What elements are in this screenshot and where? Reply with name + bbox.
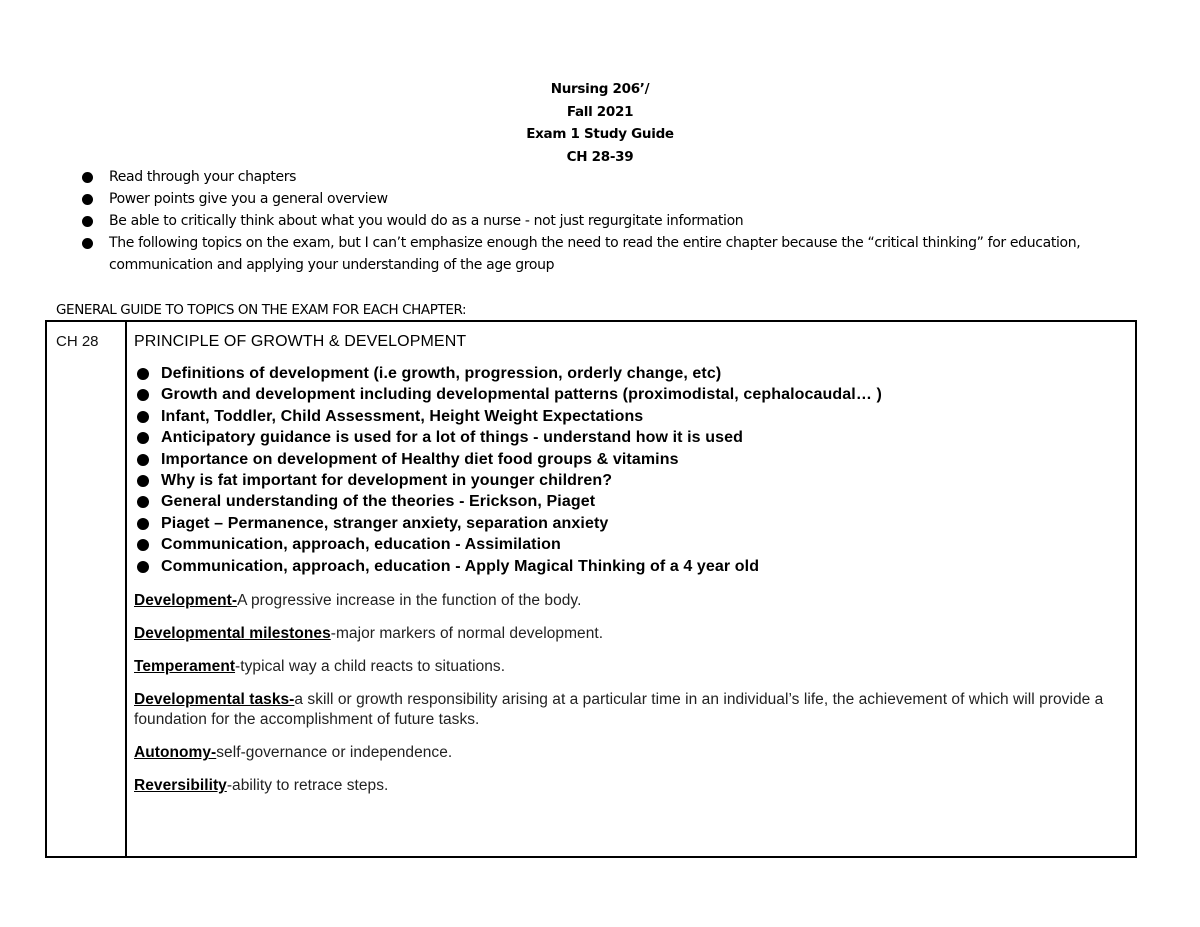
guide-title: Exam 1 Study Guide [526, 126, 674, 142]
bullet-icon [82, 194, 93, 205]
bullet-icon [137, 411, 149, 423]
definition-text: -typical way a child reacts to situations. [235, 658, 506, 676]
topic-item [134, 406, 1124, 427]
section-title: PRINCIPLE OF GROWTH & DEVELOPMENT [134, 333, 467, 350]
bullet-icon [137, 368, 149, 380]
guide-label: GENERAL GUIDE TO TOPICS ON THE EXAM FOR EACH CHAPTER: [56, 302, 467, 318]
topic-item [134, 556, 1124, 577]
topic-list [134, 363, 1124, 577]
topic-item [134, 513, 1124, 534]
bullet-icon [82, 172, 93, 183]
definition-item [134, 690, 1124, 730]
topic-item [134, 491, 1124, 512]
topic-text: Communication, approach, education - Apply Magical Thinking of a 4 year old [161, 557, 760, 575]
bullet-icon [137, 432, 149, 444]
definition-text: -major markers of normal development. [330, 625, 604, 643]
definition-term: Temperament [134, 658, 236, 676]
topic-text: Why is fat important for development in younger children? [161, 472, 613, 490]
bullet-icon [82, 216, 93, 227]
bullet-icon [137, 561, 149, 573]
bullet-icon [137, 539, 149, 551]
intro-bullet-item [78, 188, 1118, 210]
column-divider [125, 322, 127, 856]
definition-item [134, 657, 1124, 677]
definition-text: self-governance or independence. [216, 744, 453, 762]
definition-item [134, 624, 1124, 644]
topic-text: General understanding of the theories - Erickson, Piaget [161, 493, 596, 511]
definition-text: -ability to retrace steps. [226, 777, 389, 795]
intro-bullet-item [78, 210, 1118, 232]
bullet-icon [82, 238, 93, 249]
intro-bullet-item [78, 232, 1118, 276]
bullet-icon [137, 475, 149, 487]
topic-text: Growth and development including developmental patterns (proximodistal, cephalocaudal… ) [161, 386, 882, 404]
topic-item [134, 470, 1124, 491]
definition-term: Autonomy- [134, 744, 217, 762]
topic-item [134, 384, 1124, 405]
topic-text: Anticipatory guidance is used for a lot of things - understand how it is used [161, 429, 743, 447]
intro-bullet-text: Power points give you a general overview [109, 191, 388, 207]
bullet-icon [137, 389, 149, 401]
document-header [0, 78, 1200, 168]
chapter-cell: CH 28 [56, 333, 99, 350]
course-title: Nursing 206’/ [550, 81, 650, 97]
definition-term: Development- [134, 592, 238, 610]
bullet-icon [137, 454, 149, 466]
topic-item [134, 363, 1124, 384]
bullet-icon [137, 496, 149, 508]
term: Fall 2021 [566, 103, 634, 120]
topic-text: Definitions of development (i.e growth, progression, orderly change, etc) [161, 365, 722, 382]
chapter-range: CH 28-39 [566, 148, 634, 165]
intro-bullet-list [78, 166, 1118, 276]
intro-bullet-text: Be able to critically think about what you would do as a nurse - not just regurgitate information [109, 213, 744, 229]
topic-item [134, 427, 1124, 448]
intro-bullet-text: Read through your chapters [109, 169, 297, 185]
intro-bullet-item [78, 166, 1118, 188]
definition-item [134, 743, 1124, 763]
topic-item [134, 534, 1124, 555]
definition-text: a skill or growth responsibility arising at a particular time in an individual’s life, the achievement of which will provide a foundation for the accomplishment of future tasks. [134, 691, 1104, 729]
definition-item [134, 591, 1124, 611]
definition-term: Developmental milestones [134, 625, 331, 643]
topic-item [134, 449, 1124, 470]
definitions-list [134, 591, 1124, 796]
topic-text: Infant, Toddler, Child Assessment, Height Weight Expectations [161, 407, 644, 425]
definition-text: A progressive increase in the function of the body. [237, 592, 582, 610]
topics-table [45, 320, 1137, 858]
topic-text: Importance on development of Healthy diet food groups & vitamins [161, 450, 679, 468]
topic-text: Communication, approach, education - Assimilation [161, 536, 561, 554]
bullet-icon [137, 518, 149, 530]
definition-item [134, 776, 1124, 796]
intro-bullet-text: The following topics on the exam, but I can’t emphasize enough the need to read the entire chapter because the “critical thinking” for education, communication and applying your understanding of the age group [109, 235, 1081, 273]
definition-term: Developmental tasks- [134, 691, 295, 709]
topic-text: Piaget – Permanence, stranger anxiety, separation anxiety [161, 514, 609, 532]
definition-term: Reversibility [134, 777, 227, 795]
chapter-content-cell [134, 331, 1124, 809]
